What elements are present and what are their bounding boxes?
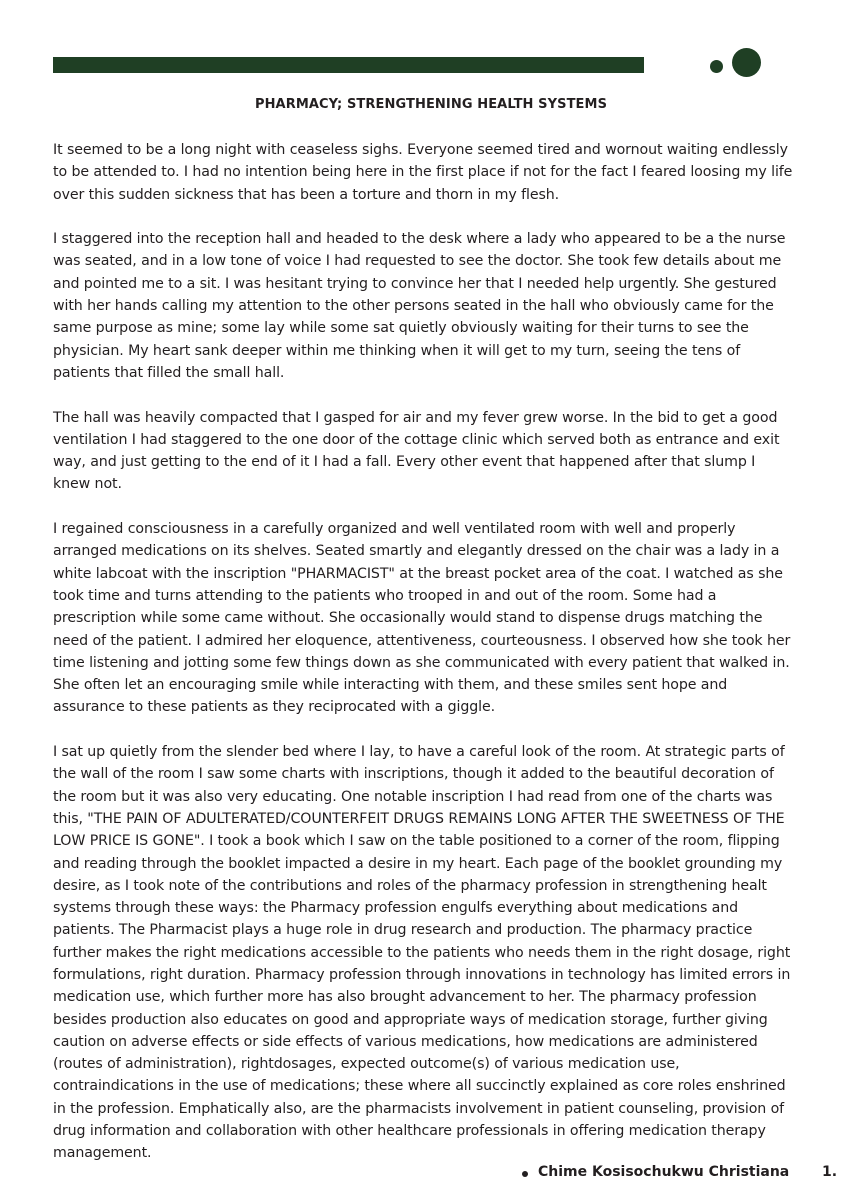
author-name: Chime Kosisochukwu Christiana xyxy=(538,1164,790,1180)
header-rule xyxy=(53,57,644,73)
paragraph: I staggered into the reception hall and headed to the desk where a lady who appeared to be a the nurse was seated, and in a low tone of voice I had requested to see the doctor. She took few details about me and pointed me to a sit. I was hesitant trying to convince her that I needed help urgently. She gestured with her hands calling my attention to the other persons seated in the hall who obviously came for the same purpose as mine; some lay while some sat quietly obviously waiting for their turns to see the physician. My heart sank deeper within me thinking when it will get to my turn, seeing the tens of patients that filled the small hall. xyxy=(53,231,786,381)
large-dot-ornament xyxy=(732,48,761,77)
paragraph: I regained consciousness in a carefully organized and well ventilated room with well and properly arranged medications on its shelves. Seated smartly and elegantly dressed on the chair was a lady in a white labcoat with the inscription "PHARMACIST" at the breast pocket area of the coat. I watched as she took time and turns attending to the patients who trooped in and out of the room. Some had a prescription while some came without. She occasionally would stand to dispense drugs matching the need of the patient. I admired her eloquence, attentiveness, courteousness. I observed how she took her time listening and jotting some few things down as she communicated with every patient that walked in. She often let an encouraging smile while interacting with them, and these smiles sent hope and assurance to these patients as they reciprocated with a giggle. xyxy=(53,521,791,716)
small-dot-ornament xyxy=(710,60,723,73)
page-number: 1. xyxy=(822,1164,838,1180)
paragraph: The hall was heavily compacted that I gasped for air and my fever grew worse. In the bid to get a good ventilation I had staggered to the one door of the cottage clinic which served both as entrance and exit way, and just getting to the end of it I had a fall. Every other event that happened after that slump I knew not. xyxy=(53,409,780,493)
page-footer xyxy=(0,1164,848,1188)
paragraph: It seemed to be a long night with ceaseless sighs. Everyone seemed tired and wornout waiting endlessly to be attended to. I had no intention being here in the first place if not for the fact I feared loosing my life over this sudden sickness that has been a torture and thorn in my flesh. xyxy=(53,142,793,203)
paragraph: I sat up quietly from the slender bed where I lay, to have a careful look of the room. At strategic parts of the wall of the room I saw some charts with inscriptions, though it added to the beautiful decoration of the room but it was also very educating. One notable inscription I had read from one of the charts was this, "THE PAIN OF ADULTERATED/COUNTERFEIT DRUGS REMAINS LONG AFTER THE SWEETNESS OF THE LOW PRICE IS GONE". I took a book which I saw on the table positioned to a corner of the room, flipping and reading through the booklet impacted a desire in my heart. Each page of the booklet grounding my desire, as I took note of the contributions and roles of the pharmacy profession in strengthening healt systems through these ways: the Pharmacy profession engulfs everything about medications and patients. The Pharmacist plays a huge role in drug research and production. The pharmacy practice further makes the right medications accessible to the patients who needs them in the right dosage, right formulations, right duration. Pharmacy profession through innovations in technology has limited errors in medication use, which further more has also brought advancement to her. The pharmacy profession besides production also educates on good and appropriate ways of medication storage, further giving caution on adverse effects or side effects of various medications, how medications are administered (routes of administration), rightdosages, expected outcome(s) of various medication use, contraindications in the use of medications; these where all succinctly explained as core roles enshrined in the profession. Emphatically also, are the pharmacists involvement in patient counseling, provision of drug information and collaboration with other healthcare professionals in offering medication therapy management. xyxy=(53,744,791,1162)
essay-body xyxy=(53,139,795,1187)
bullet-icon xyxy=(522,1171,528,1177)
page-title: PHARMACY; STRENGTHENING HEALTH SYSTEMS xyxy=(254,97,608,112)
